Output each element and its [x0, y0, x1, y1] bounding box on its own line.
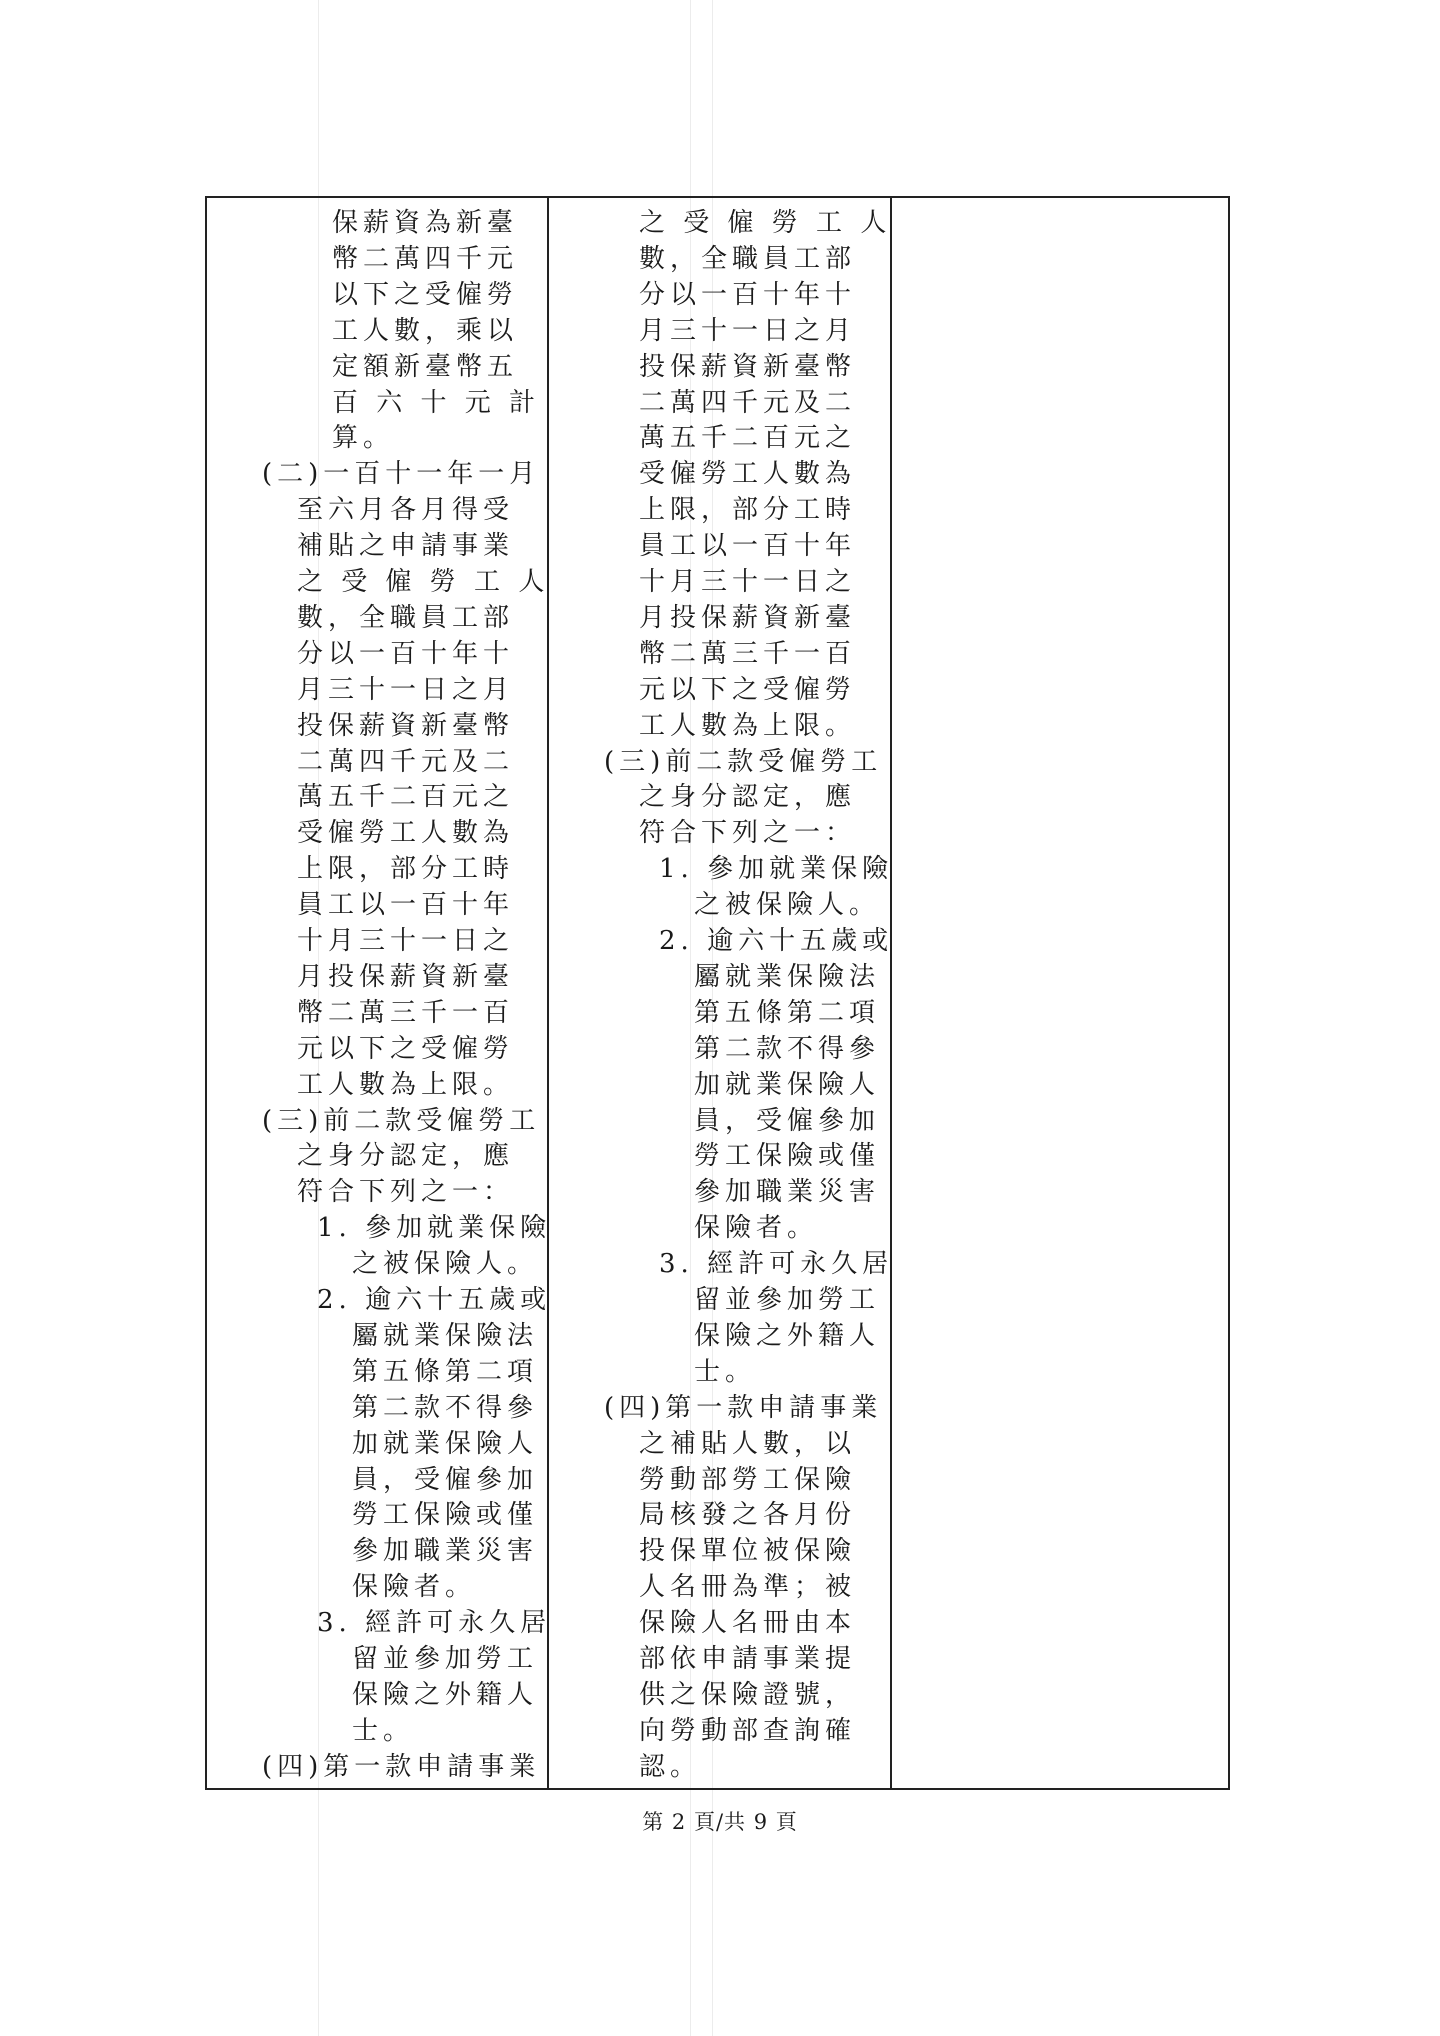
- text-line: 投保薪資新臺幣: [297, 710, 515, 741]
- text-line: 工人數為上限。: [639, 710, 857, 741]
- text-line: 之身分認定，應: [639, 782, 857, 813]
- text-line: 數，全職員工部: [639, 243, 857, 274]
- text-line: 參加職業災害: [352, 1536, 539, 1567]
- text-line: 數，全職員工部: [297, 602, 515, 633]
- comparison-table: [205, 196, 1230, 1790]
- text-line: 上限，部分工時: [297, 854, 515, 885]
- text-line: 參加職業災害: [694, 1177, 881, 1208]
- column-divider: [890, 198, 892, 1788]
- text-line: 之 受 僱 勞 工 人: [297, 567, 550, 597]
- text-line: 加就業保險人: [352, 1428, 539, 1459]
- text-line: 員工以一百十年: [639, 531, 857, 562]
- text-line: (四)第一款申請事業: [604, 1392, 883, 1423]
- column-divider: [547, 198, 549, 1788]
- text-line: (三)前二款受僱勞工: [262, 1105, 541, 1136]
- text-line: (三)前二款受僱勞工: [604, 746, 883, 777]
- text-line: 幣二萬三千一百: [639, 638, 857, 669]
- text-line: 勞動部勞工保險: [639, 1464, 857, 1495]
- text-line: 二萬四千元及二: [297, 746, 515, 777]
- text-line: 2. 逾六十五歲或: [317, 1285, 552, 1315]
- text-line: 之身分認定，應: [297, 1141, 515, 1172]
- text-line: 十月三十一日之: [639, 567, 857, 597]
- text-line: (四)第一款申請事業: [262, 1751, 541, 1782]
- text-line: 第五條第二項: [694, 997, 881, 1028]
- text-line: 月三十一日之月: [639, 315, 857, 346]
- text-line: 元以下之受僱勞: [639, 674, 857, 705]
- text-line: 人名冊為準；被: [639, 1572, 857, 1603]
- text-line: 第二款不得參: [694, 1033, 881, 1064]
- text-line: 之被保險人。: [352, 1249, 539, 1280]
- text-line: 認。: [639, 1751, 702, 1782]
- text-line: 第二款不得參: [352, 1392, 539, 1423]
- text-line: 之被保險人。: [694, 890, 881, 921]
- text-line: 萬五千二百元之: [297, 782, 515, 813]
- text-line: 3. 經許可永久居: [659, 1249, 894, 1280]
- page-number: 第 2 頁/共 9 頁: [642, 1810, 798, 1834]
- text-line: 第五條第二項: [352, 1356, 539, 1387]
- text-line: 分以一百十年十: [297, 638, 515, 669]
- text-line: 受僱勞工人數為: [297, 818, 515, 849]
- text-line: 勞工保險或僅: [694, 1141, 881, 1172]
- text-line: 保險者。: [352, 1572, 477, 1603]
- text-line: 員，受僱參加: [694, 1105, 881, 1136]
- text-line: 月投保薪資新臺: [639, 602, 857, 633]
- text-line: 定額新臺幣五: [332, 351, 519, 382]
- text-line: 員工以一百十年: [297, 890, 515, 921]
- text-line: 部依申請事業提: [639, 1644, 857, 1674]
- text-line: (二)一百十一年一月: [262, 459, 541, 490]
- text-line: 員，受僱參加: [352, 1464, 539, 1495]
- text-line: 保險者。: [694, 1213, 819, 1244]
- text-line: 保險之外籍人: [694, 1320, 881, 1351]
- text-line: 之補貼人數，以: [639, 1428, 857, 1459]
- text-line: 百 六 十 元 計: [332, 387, 541, 418]
- text-line: 上限，部分工時: [639, 495, 857, 526]
- text-line: 1. 參加就業保險: [317, 1213, 552, 1244]
- text-line: 二萬四千元及二: [639, 387, 857, 418]
- text-line: 補貼之申請事業: [297, 531, 515, 562]
- text-line: 保薪資為新臺: [332, 208, 519, 238]
- text-line: 工人數，乘以: [332, 315, 519, 346]
- text-line: 以下之受僱勞: [332, 279, 519, 310]
- text-line: 勞工保險或僅: [352, 1500, 539, 1531]
- text-line: 幣二萬三千一百: [297, 997, 515, 1028]
- text-line: 幣二萬四千元: [332, 243, 519, 274]
- text-line: 月投保薪資新臺: [297, 961, 515, 992]
- text-line: 萬五千二百元之: [639, 423, 857, 454]
- text-line: 保險之外籍人: [352, 1679, 539, 1710]
- text-line: 留並參加勞工: [352, 1644, 539, 1674]
- text-line: 留並參加勞工: [694, 1285, 881, 1315]
- text-line: 投保薪資新臺幣: [639, 351, 857, 382]
- text-line: 受僱勞工人數為: [639, 459, 857, 490]
- text-line: 分以一百十年十: [639, 279, 857, 310]
- text-line: 2. 逾六十五歲或: [659, 926, 894, 956]
- text-line: 之 受 僱 勞 工 人: [639, 208, 892, 238]
- text-line: 士。: [694, 1356, 757, 1387]
- text-line: 局核發之各月份: [639, 1500, 857, 1531]
- text-line: 加就業保險人: [694, 1069, 881, 1100]
- text-line: 符合下列之一：: [639, 818, 857, 849]
- text-line: 元以下之受僱勞: [297, 1033, 515, 1064]
- text-line: 1. 參加就業保險: [659, 854, 894, 885]
- text-line: 工人數為上限。: [297, 1069, 515, 1100]
- text-line: 向勞動部查詢確: [639, 1715, 857, 1746]
- text-line: 算。: [332, 423, 395, 454]
- text-line: 十月三十一日之: [297, 926, 515, 956]
- text-line: 屬就業保險法: [694, 961, 881, 992]
- text-line: 供之保險證號，: [639, 1679, 857, 1710]
- text-line: 符合下列之一：: [297, 1177, 515, 1208]
- text-line: 3. 經許可永久居: [317, 1608, 552, 1639]
- text-line: 月三十一日之月: [297, 674, 515, 705]
- text-line: 至六月各月得受: [297, 495, 515, 526]
- text-line: 屬就業保險法: [352, 1320, 539, 1351]
- text-line: 保險人名冊由本: [639, 1608, 857, 1639]
- text-line: 投保單位被保險: [639, 1536, 857, 1567]
- text-line: 士。: [352, 1715, 415, 1746]
